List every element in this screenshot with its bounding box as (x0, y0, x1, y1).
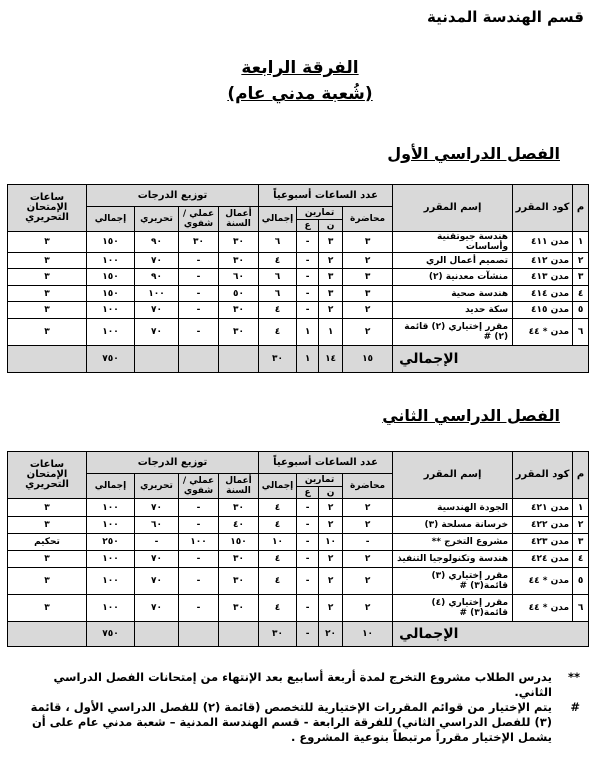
semester1-title: الفصل الدراسي الأول (387, 144, 560, 163)
exercise-a-hours: - (297, 302, 319, 319)
practical-oral-grade: - (179, 551, 219, 568)
lecture-hours: ٢ (343, 319, 393, 346)
col-code-header: كود المقرر (513, 185, 573, 232)
exercise-n-hours: ٣ (319, 269, 343, 286)
total-grade: ٢٥٠ (87, 534, 135, 551)
note-mark: # (570, 700, 580, 714)
total-n: ٢٠ (319, 622, 343, 647)
exercise-n-hours: ٢ (319, 517, 343, 534)
table-row (8, 595, 589, 622)
course-name: تصميم أعمال الري (393, 253, 513, 269)
exam-hours: ٣ (8, 253, 87, 269)
year-title: الفرقة الرابعة (241, 58, 359, 78)
department-title: قسم الهندسة المدنية (427, 8, 584, 26)
col-exercises-header: تمارين (297, 207, 343, 220)
exercise-a-hours: - (297, 534, 319, 551)
exercise-a-hours: - (297, 499, 319, 517)
exam-hours: ٣ (8, 232, 87, 253)
year-work-grade: ٣٠ (219, 568, 259, 595)
written-grade: ٧٠ (135, 319, 179, 346)
table-row (8, 286, 589, 302)
practical-oral-grade: - (179, 269, 219, 286)
total-grade: ١٠٠ (87, 302, 135, 319)
exercise-a-hours: - (297, 517, 319, 534)
course-code: مدن ٤٢٤ (513, 551, 573, 568)
practical-oral-grade: - (179, 517, 219, 534)
hours-group-header: عدد الساعات أسبوعياً (259, 185, 393, 207)
total-a: - (297, 622, 319, 647)
lecture-hours: ٣ (343, 269, 393, 286)
written-grade: - (135, 534, 179, 551)
total-label: الإجمالي (393, 346, 589, 373)
total-hours: ٤ (259, 568, 297, 595)
table-row (8, 534, 589, 551)
table-row (8, 568, 589, 595)
row-num: ٥ (573, 568, 589, 595)
written-grade: ٦٠ (135, 517, 179, 534)
exercise-a-hours: - (297, 286, 319, 302)
practical-oral-grade: - (179, 286, 219, 302)
col-exercises-header: تمارين (297, 474, 343, 487)
row-num: ١ (573, 232, 589, 253)
col-lecture-header: محاضرة (343, 207, 393, 232)
year-work-grade: ٦٠ (219, 269, 259, 286)
practical-oral-grade: - (179, 253, 219, 269)
lecture-hours: ٣ (343, 286, 393, 302)
written-grade: ٩٠ (135, 232, 179, 253)
course-code: مدن ٤٢٢ (513, 517, 573, 534)
exercise-a-hours: - (297, 269, 319, 286)
practical-oral-grade: - (179, 595, 219, 622)
total-row (8, 622, 589, 647)
course-name: مشروع التخرج ** (393, 534, 513, 551)
lecture-hours: ٢ (343, 568, 393, 595)
total-hours-sum: ٣٠ (259, 622, 297, 647)
note-mark: ** (567, 670, 580, 684)
col-grades-total-header: إجمالي (87, 207, 135, 232)
total-grades-sum: ٧٥٠ (87, 346, 135, 373)
year-work-grade: ٣٠ (219, 232, 259, 253)
course-code: مدن ٤١٤ (513, 286, 573, 302)
row-num: ٣ (573, 534, 589, 551)
total-grade: ١٠٠ (87, 319, 135, 346)
table-row (8, 269, 589, 286)
course-name: هندسة صحية (393, 286, 513, 302)
total-lecture: ١٥ (343, 346, 393, 373)
col-grades-total-header: إجمالي (87, 474, 135, 499)
row-num: ٤ (573, 286, 589, 302)
year-work-grade: ٥٠ (219, 286, 259, 302)
total-empty-written (135, 622, 179, 647)
total-hours: ٤ (259, 253, 297, 269)
total-n: ١٤ (319, 346, 343, 373)
exam-hours: تحكيم (8, 534, 87, 551)
written-grade: ٧٠ (135, 568, 179, 595)
col-course-header: إسم المقرر (393, 185, 513, 232)
row-num: ٥ (573, 302, 589, 319)
year-work-grade: ٣٠ (219, 595, 259, 622)
total-empty-practical (179, 346, 219, 373)
row-num: ٢ (573, 517, 589, 534)
total-grade: ١٠٠ (87, 499, 135, 517)
exercise-a-hours: - (297, 253, 319, 269)
total-empty-exam (8, 622, 87, 647)
total-hours: ٤ (259, 319, 297, 346)
row-num: ٣ (573, 269, 589, 286)
row-num: ٢ (573, 253, 589, 269)
total-label: الإجمالي (393, 622, 589, 647)
exam-hours: ٣ (8, 499, 87, 517)
written-grade: ٧٠ (135, 595, 179, 622)
col-num-header: م (573, 185, 589, 232)
year-work-grade: ٣٠ (219, 319, 259, 346)
total-grade: ١٠٠ (87, 517, 135, 534)
total-hours: ٦ (259, 232, 297, 253)
row-num: ٤ (573, 551, 589, 568)
total-hours: ٤ (259, 517, 297, 534)
written-grade: ٧٠ (135, 551, 179, 568)
lecture-hours: ٢ (343, 499, 393, 517)
exercise-n-hours: ٢ (319, 551, 343, 568)
row-num: ٦ (573, 595, 589, 622)
year-work-grade: ٣٠ (219, 253, 259, 269)
total-hours: ٤ (259, 595, 297, 622)
total-empty-year-work (219, 346, 259, 373)
year-work-grade: ٤٠ (219, 517, 259, 534)
table-row (8, 499, 589, 517)
course-code: مدن ٤١٢ (513, 253, 573, 269)
table-row (8, 253, 589, 269)
practical-oral-grade: ١٠٠ (179, 534, 219, 551)
written-grade: ٧٠ (135, 302, 179, 319)
lecture-hours: ٢ (343, 551, 393, 568)
course-code: مدن ٤٢١ (513, 499, 573, 517)
total-grade: ١٠٠ (87, 551, 135, 568)
total-row (8, 346, 589, 373)
row-num: ٦ (573, 319, 589, 346)
course-code: مدن ٤١١ (513, 232, 573, 253)
exercise-n-hours: ٢ (319, 568, 343, 595)
written-grade: ٧٠ (135, 253, 179, 269)
exercise-a-hours: ١ (297, 319, 319, 346)
total-grade: ١٠٠ (87, 595, 135, 622)
course-code: مدن ٤١٣ (513, 269, 573, 286)
written-grade: ٧٠ (135, 499, 179, 517)
course-name: منشآت معدنية (٢) (393, 269, 513, 286)
total-grade: ١٥٠ (87, 232, 135, 253)
total-hours-sum: ٣٠ (259, 346, 297, 373)
total-empty-written (135, 346, 179, 373)
course-name: خرسانة مسلحة (٣) (393, 517, 513, 534)
table-row (8, 302, 589, 319)
branch-title: (شُعبة مدني عام) (227, 84, 373, 104)
col-code-header: كود المقرر (513, 452, 573, 499)
lecture-hours: - (343, 534, 393, 551)
lecture-hours: ٢ (343, 302, 393, 319)
row-num: ١ (573, 499, 589, 517)
col-hours-total-header: إجمالي (259, 474, 297, 499)
year-work-grade: ٣٠ (219, 499, 259, 517)
year-work-grade: ٣٠ (219, 551, 259, 568)
total-empty-practical (179, 622, 219, 647)
total-lecture: ١٠ (343, 622, 393, 647)
exam-hours: ٣ (8, 269, 87, 286)
year-work-grade: ١٥٠ (219, 534, 259, 551)
exercise-a-hours: - (297, 232, 319, 253)
total-grade: ١٥٠ (87, 269, 135, 286)
exercise-a-hours: - (297, 551, 319, 568)
col-num-header: م (573, 452, 589, 499)
total-hours: ٤ (259, 551, 297, 568)
semester2-title: الفصل الدراسي الثاني (382, 406, 560, 425)
col-a-header: ع (297, 220, 319, 232)
practical-oral-grade: - (179, 568, 219, 595)
notes-section (0, 670, 600, 745)
col-n-header: ن (319, 487, 343, 499)
course-name: سكة حديد (393, 302, 513, 319)
col-written-header: تحريري (135, 207, 179, 232)
col-written-header: تحريري (135, 474, 179, 499)
col-practical-header: عملي / شفوي (179, 474, 219, 499)
col-exam-header: ساعات الإمتحان التحريري (8, 185, 87, 232)
total-grades-sum: ٧٥٠ (87, 622, 135, 647)
note-text: يدرس الطلاب مشروع التخرج لمدة أربعة أسابيع بعد الإنتهاء من إمتحانات الفصل الدراسي الثاني. (53, 670, 552, 699)
semester2-table (7, 451, 589, 647)
exercise-a-hours: - (297, 595, 319, 622)
exercise-n-hours: ٣ (319, 286, 343, 302)
course-code: مدن ٤٢٣ (513, 534, 573, 551)
written-grade: ٩٠ (135, 269, 179, 286)
course-name: هندسة وتكنولوجيا التنفيذ (393, 551, 513, 568)
lecture-hours: ٣ (343, 232, 393, 253)
total-hours: ٤ (259, 499, 297, 517)
table-row (8, 232, 589, 253)
total-hours: ٤ (259, 302, 297, 319)
exam-hours: ٣ (8, 551, 87, 568)
lecture-hours: ٢ (343, 595, 393, 622)
exercise-n-hours: ٢ (319, 253, 343, 269)
semester1-table (7, 184, 589, 373)
total-hours: ٦ (259, 286, 297, 302)
exercise-n-hours: ٣ (319, 232, 343, 253)
hours-group-header: عدد الساعات أسبوعياً (259, 452, 393, 474)
col-exam-header: ساعات الإمتحان التحريري (8, 452, 87, 499)
grades-group-header: توزيع الدرجات (87, 452, 259, 474)
col-year-work-header: أعمال السنة (219, 207, 259, 232)
course-code: مدن * ٤٤ (513, 568, 573, 595)
lecture-hours: ٢ (343, 517, 393, 534)
course-name: الجودة الهندسية (393, 499, 513, 517)
exercise-n-hours: ١٠ (319, 534, 343, 551)
total-empty-exam (8, 346, 87, 373)
col-hours-total-header: إجمالي (259, 207, 297, 232)
note-item (0, 670, 600, 700)
exercise-n-hours: ١ (319, 319, 343, 346)
exercise-a-hours: - (297, 568, 319, 595)
course-name: مقرر إختياري (٢) قائمة (٢) # (393, 319, 513, 346)
total-grade: ١٠٠ (87, 253, 135, 269)
total-grade: ١٠٠ (87, 568, 135, 595)
col-n-header: ن (319, 220, 343, 232)
written-grade: ١٠٠ (135, 286, 179, 302)
exam-hours: ٣ (8, 319, 87, 346)
table-row (8, 551, 589, 568)
total-a: ١ (297, 346, 319, 373)
col-course-header: إسم المقرر (393, 452, 513, 499)
practical-oral-grade: - (179, 499, 219, 517)
course-code: مدن ٤١٥ (513, 302, 573, 319)
lecture-hours: ٢ (343, 253, 393, 269)
col-practical-header: عملي / شفوي (179, 207, 219, 232)
col-lecture-header: محاضرة (343, 474, 393, 499)
course-code: مدن * ٤٤ (513, 595, 573, 622)
total-empty-year-work (219, 622, 259, 647)
practical-oral-grade: - (179, 319, 219, 346)
course-code: مدن * ٤٤ (513, 319, 573, 346)
table-row (8, 517, 589, 534)
practical-oral-grade: ٣٠ (179, 232, 219, 253)
total-grade: ١٥٠ (87, 286, 135, 302)
exercise-n-hours: ٢ (319, 302, 343, 319)
note-item (0, 700, 600, 745)
exam-hours: ٣ (8, 595, 87, 622)
total-hours: ٦ (259, 269, 297, 286)
note-text: يتم الإختيار من قوائم المقررات الإختيارية للتخصص (قائمة (٢) للفصل الدراسي الأول ، قائمة (٣) للفصل الدراسي الثاني) للفرقة الرابعة - قسم الهندسة المدنية – شعبة مدني عام على أن يشمل الإختيار مقرراً مرتبطاً بنوعية المشروع . (30, 700, 552, 744)
course-name: مقرر إختياري (٤) قائمة(٣) # (393, 595, 513, 622)
exercise-n-hours: ٢ (319, 499, 343, 517)
exercise-n-hours: ٢ (319, 595, 343, 622)
total-hours: ١٠ (259, 534, 297, 551)
year-work-grade: ٣٠ (219, 302, 259, 319)
col-a-header: ع (297, 487, 319, 499)
col-year-work-header: أعمال السنة (219, 474, 259, 499)
practical-oral-grade: - (179, 302, 219, 319)
table-row (8, 319, 589, 346)
exam-hours: ٣ (8, 568, 87, 595)
course-name: هندسة جيوتقنية وأساسات (393, 232, 513, 253)
exam-hours: ٣ (8, 302, 87, 319)
grades-group-header: توزيع الدرجات (87, 185, 259, 207)
course-name: مقرر إختياري (٣) قائمة(٣) # (393, 568, 513, 595)
exam-hours: ٣ (8, 517, 87, 534)
exam-hours: ٣ (8, 286, 87, 302)
